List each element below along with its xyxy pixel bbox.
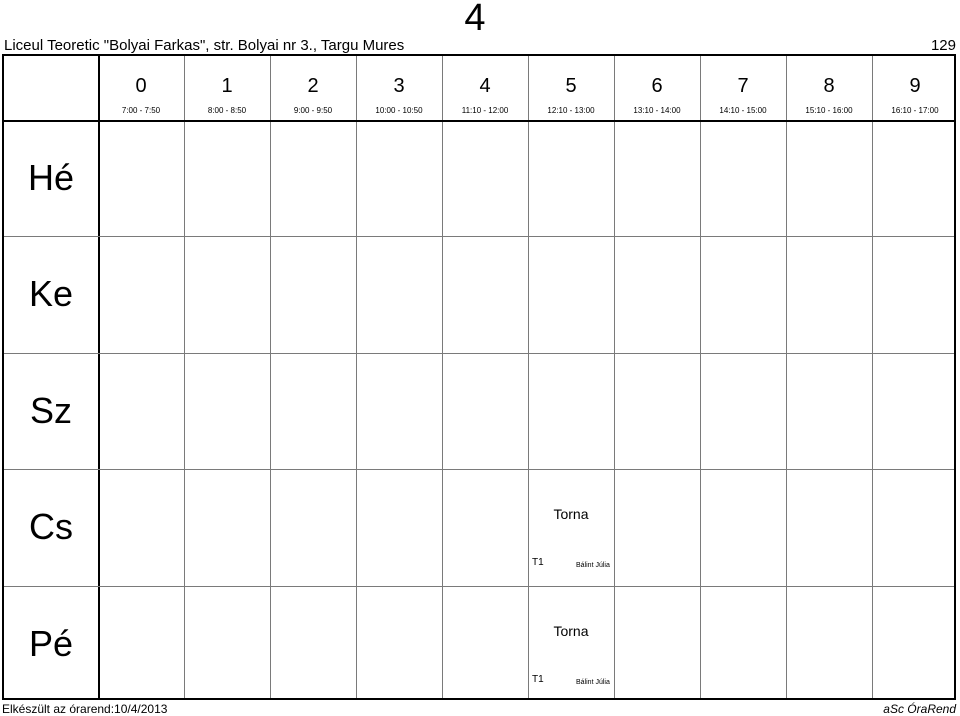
period-number: 6 bbox=[651, 75, 663, 97]
period-time: 9:00 - 9:50 bbox=[293, 106, 333, 115]
lesson-cell[interactable] bbox=[528, 469, 614, 585]
period-header bbox=[614, 56, 700, 120]
period-header bbox=[270, 56, 356, 120]
period-number: 2 bbox=[307, 75, 319, 97]
period-header bbox=[356, 56, 442, 120]
lesson-subject: Torna bbox=[553, 622, 589, 639]
column-divider bbox=[442, 56, 443, 698]
column-divider bbox=[872, 56, 873, 698]
column-divider bbox=[700, 56, 701, 698]
period-header bbox=[786, 56, 872, 120]
period-number: 3 bbox=[393, 75, 405, 97]
period-number: 5 bbox=[565, 75, 577, 97]
period-number: 7 bbox=[737, 75, 749, 97]
lesson-cell[interactable] bbox=[528, 586, 614, 702]
software-credit: aSc ÓraRend bbox=[883, 702, 956, 716]
period-time: 8:00 - 8:50 bbox=[207, 106, 247, 115]
day-label: Pé bbox=[28, 622, 74, 664]
period-number: 4 bbox=[479, 75, 491, 97]
period-time: 12:10 - 13:00 bbox=[547, 106, 595, 115]
period-time: 10:00 - 10:50 bbox=[375, 106, 423, 115]
day-label: Hé bbox=[27, 157, 75, 198]
timetable-grid bbox=[2, 54, 956, 700]
lesson-teacher: Bálint Júlia bbox=[576, 562, 610, 570]
row-divider bbox=[4, 586, 954, 587]
class-number: 4 bbox=[464, 0, 486, 39]
school-name: Liceul Teoretic "Bolyai Farkas", str. Bolyai nr 3., Targu Mures bbox=[4, 37, 405, 54]
room-number: 129 bbox=[930, 37, 956, 54]
period-header bbox=[98, 56, 184, 120]
row-divider bbox=[4, 353, 954, 354]
column-divider bbox=[356, 56, 357, 698]
day-label: Ke bbox=[28, 273, 74, 315]
lesson-teacher: Bálint Júlia bbox=[576, 678, 610, 686]
period-number: 0 bbox=[135, 75, 147, 97]
period-header bbox=[528, 56, 614, 120]
row-divider bbox=[4, 120, 954, 122]
lesson-code: T1 bbox=[532, 673, 544, 685]
period-number: 1 bbox=[221, 75, 233, 97]
row-divider bbox=[4, 236, 954, 237]
column-divider bbox=[184, 56, 185, 698]
period-time: 14:10 - 15:00 bbox=[719, 106, 767, 115]
period-time: 13:10 - 14:00 bbox=[633, 106, 681, 115]
period-time: 11:10 - 12:00 bbox=[461, 106, 509, 115]
generated-date: Elkészült az órarend:10/4/2013 bbox=[2, 702, 168, 716]
row-divider bbox=[4, 469, 954, 470]
period-time: 7:00 - 7:50 bbox=[121, 106, 161, 115]
period-header bbox=[700, 56, 786, 120]
column-divider bbox=[786, 56, 787, 698]
column-divider bbox=[98, 56, 100, 698]
lesson-code: T1 bbox=[532, 557, 544, 569]
period-number: 8 bbox=[823, 75, 835, 97]
column-divider bbox=[614, 56, 615, 698]
day-label: Sz bbox=[29, 389, 72, 431]
lesson-subject: Torna bbox=[553, 506, 589, 523]
period-number: 9 bbox=[909, 75, 921, 97]
column-divider bbox=[270, 56, 271, 698]
period-time: 15:10 - 16:00 bbox=[805, 106, 853, 115]
day-label: Cs bbox=[29, 506, 73, 548]
period-header bbox=[184, 56, 270, 120]
period-header bbox=[872, 56, 958, 120]
period-time: 16:10 - 17:00 bbox=[891, 106, 939, 115]
period-header bbox=[442, 56, 528, 120]
